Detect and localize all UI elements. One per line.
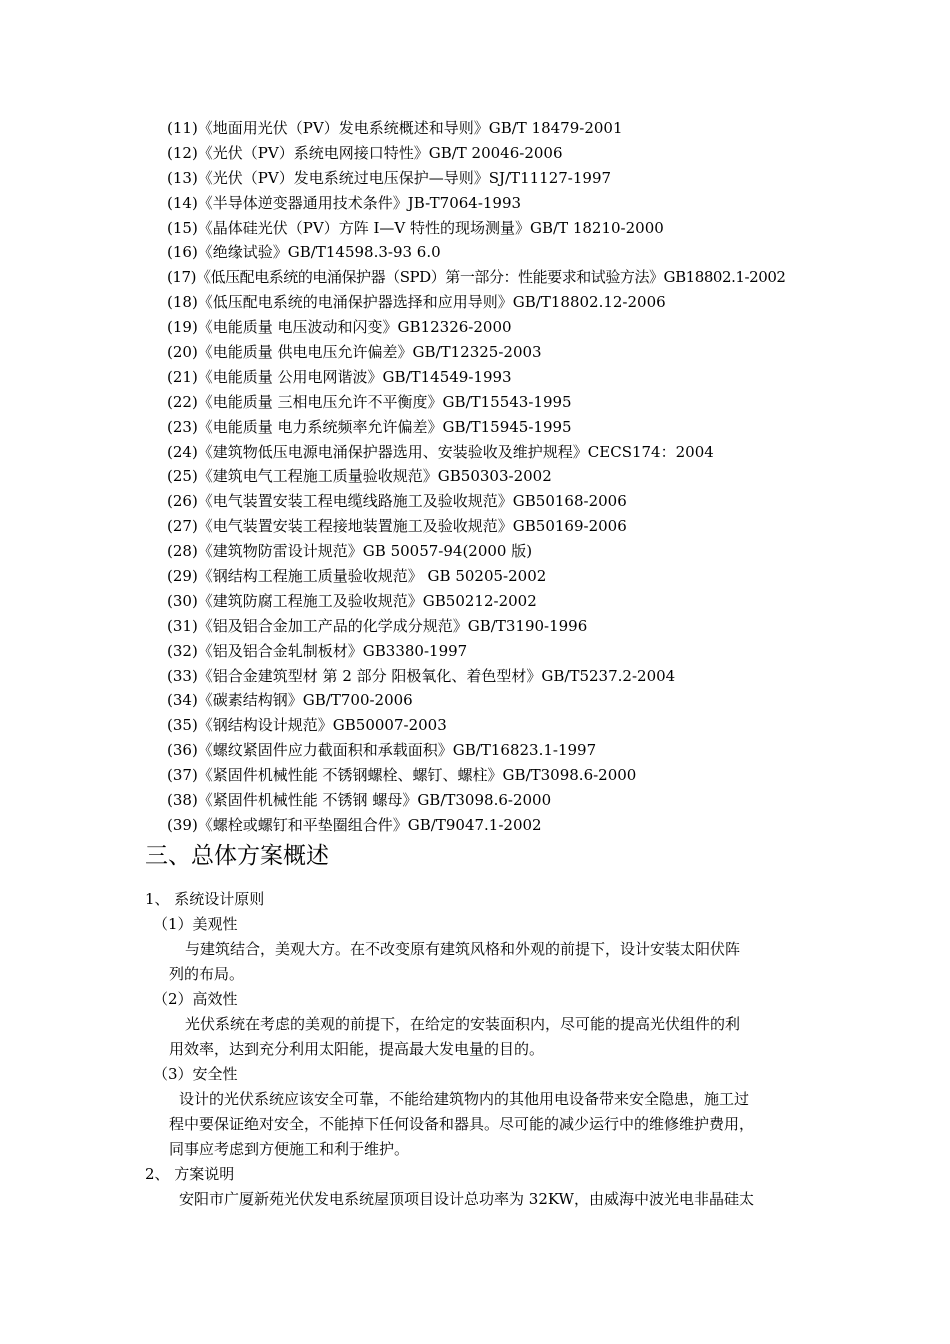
reference-item: (30)《建筑防腐工程施工及验收规范》GB50212-2002 [167, 591, 537, 610]
paragraph-line: 用效率，达到充分利用太阳能，提高最大发电量的目的。 [169, 1040, 545, 1058]
paragraph-line: 安阳市广厦新苑光伏发电系统屋顶项目设计总功率为 32KW，由威海中波光电非晶硅太 [179, 1190, 754, 1208]
reference-standards-list [167, 116, 827, 838]
principle-paragraph [169, 1012, 809, 1062]
reference-item: (11)《地面用光伏（PV）发电系统概述和导则》GB/T 18479-2001 [167, 119, 623, 137]
section-heading: 三、总体方案概述 [145, 843, 329, 869]
reference-item: (28)《建筑物防雷设计规范》GB 50057-94(2000 版) [167, 542, 533, 561]
reference-item: (27)《电气装置安装工程接地装置施工及验收规范》GB50169-2006 [167, 517, 627, 536]
paragraph-line: 列的布局。 [169, 965, 245, 983]
principle-title: （2）高效性 [153, 990, 238, 1008]
reference-item: (33)《铝合金建筑型材 第 2 部分 阳极氧化、着色型材》GB/T5237.2-2004 [167, 666, 676, 685]
reference-item: (12)《光伏（PV）系统电网接口特性》GB/T 20046-2006 [167, 143, 563, 162]
principle-title: （1）美观性 [153, 915, 238, 933]
reference-item: (13)《光伏（PV）发电系统过电压保护—导则》SJ/T11127-1997 [167, 168, 612, 187]
reference-item: (14)《半导体逆变器通用技术条件》JB-T7064-1993 [167, 193, 522, 212]
reference-item: (37)《紧固件机械性能 不锈钢螺栓、螺钉、螺柱》GB/T3098.6-2000 [167, 766, 637, 785]
reference-item: (39)《螺栓或螺钉和平垫圈组合件》GB/T9047.1-2002 [167, 815, 542, 834]
subsection-title: 2、 方案说明 [145, 1165, 235, 1183]
reference-item: (32)《铝及铝合金轧制板材》GB3380-1997 [167, 641, 468, 660]
paragraph-line: 与建筑结合，美观大方。在不改变原有建筑风格和外观的前提下，设计安装太阳伏阵 [185, 940, 741, 958]
reference-item: (19)《电能质量 电压波动和闪变》GB12326-2000 [167, 318, 512, 337]
reference-item: (31)《铝及铝合金加工产品的化学成分规范》GB/T3190-1996 [167, 616, 588, 635]
reference-item: (34)《碳素结构钢》GB/T700-2006 [167, 691, 413, 710]
reference-item: (23)《电能质量 电力系统频率允许偏差》GB/T15945-1995 [167, 417, 572, 436]
reference-item: (26)《电气装置安装工程电缆线路施工及验收规范》GB50168-2006 [167, 492, 627, 511]
subsection-title: 1、 系统设计原则 [145, 890, 265, 908]
reference-item: (21)《电能质量 公用电网谐波》GB/T14549-1993 [167, 367, 512, 386]
reference-item: (18)《低压配电系统的电涌保护器选择和应用导则》GB/T18802.12-2006 [167, 293, 666, 312]
principle-paragraph [169, 1087, 809, 1162]
principle-paragraph [169, 937, 809, 987]
reference-item: (17)《低压配电系统的电涌保护器（SPD）第一部分：性能要求和试验方法》GB18802.1-2002 [167, 268, 786, 287]
plan-paragraph [169, 1187, 809, 1212]
paragraph-line: 光伏系统在考虑的美观的前提下，在给定的安装面积内，尽可能的提高光伏组件的利 [185, 1015, 741, 1033]
reference-item: (15)《晶体硅光伏（PV）方阵 I—V 特性的现场测量》GB/T 18210-2000 [167, 218, 664, 237]
paragraph-line: 程中要保证绝对安全，不能掉下任何设备和器具。尽可能的减少运行中的维修维护费用， [169, 1115, 755, 1133]
reference-item: (22)《电能质量 三相电压允许不平衡度》GB/T15543-1995 [167, 392, 572, 411]
reference-item: (38)《紧固件机械性能 不锈钢 螺母》GB/T3098.6-2000 [167, 791, 552, 810]
principle-title: （3）安全性 [153, 1065, 238, 1083]
reference-item: (16)《绝缘试验》GB/T14598.3-93 6.0 [167, 243, 441, 262]
reference-item: (36)《螺纹紧固件应力截面积和承载面积》GB/T16823.1-1997 [167, 741, 597, 760]
reference-item: (20)《电能质量 供电电压允许偏差》GB/T12325-2003 [167, 343, 542, 362]
reference-item: (29)《钢结构工程施工质量验收规范》 GB 50205-2002 [167, 567, 547, 586]
reference-item: (24)《建筑物低压电源电涌保护器选用、安装验收及维护规程》CECS174：2004 [167, 442, 714, 461]
reference-item: (25)《建筑电气工程施工质量验收规范》GB50303-2002 [167, 467, 552, 486]
paragraph-line: 设计的光伏系统应该安全可靠，不能给建筑物内的其他用电设备带来安全隐患，施工过 [179, 1090, 750, 1108]
paragraph-line: 同事应考虑到方便施工和利于维护。 [169, 1140, 410, 1158]
reference-item: (35)《钢结构设计规范》GB50007-2003 [167, 716, 447, 735]
